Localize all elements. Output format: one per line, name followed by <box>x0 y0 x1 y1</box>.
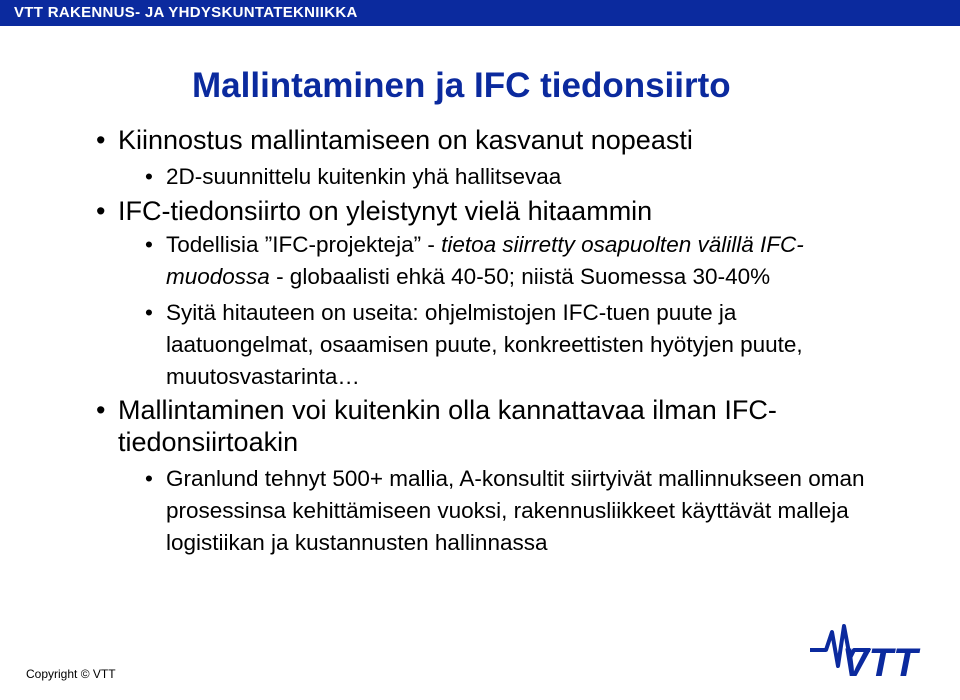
copyright-text: Copyright © VTT <box>26 667 116 681</box>
sub-bullet-2-1 <box>0 229 866 293</box>
vtt-wave-logo-icon <box>808 620 958 680</box>
sub-bullet-3-1: • Granlund tehnyt 500+ mallia, A-konsultit siirtyivät mallinnukseen oman prosessinsa kehittämiseen vuoksi, rakennusliikkeet käyttävät malleja logistiikan ja kustannusten hallinnassa <box>0 463 866 559</box>
slide-content <box>0 124 960 559</box>
sub-bullet-1-1: • 2D-suunnittelu kuitenkin yhä hallitsevaa <box>0 161 866 193</box>
bullet-3: • Mallintaminen voi kuitenkin olla kannattavaa ilman IFC-tiedonsiirtoakin <box>0 394 878 458</box>
logo-text: VTT <box>842 641 918 680</box>
header-bar-text: VTT RAKENNUS- JA YHDYSKUNTATEKNIIKKA <box>14 4 358 21</box>
sub-bullet-2-2: • Syitä hitauteen on useita: ohjelmistojen IFC-tuen puute ja laatuongelmat, osaamisen puute, konkreettisten hyötyjen puute, muutosvastarinta… <box>0 297 866 393</box>
slide-title: Mallintaminen ja IFC tiedonsiirto <box>192 66 731 105</box>
sub-bullet-2-1-italic: tietoa siirretty osapuolten välillä IFC-muodossa <box>166 232 804 289</box>
bullet-2: • IFC-tiedonsiirto on yleistynyt vielä hitaammin <box>0 195 960 227</box>
header-bar <box>0 0 960 26</box>
bullet-1: • Kiinnostus mallintamiseen on kasvanut nopeasti <box>0 124 960 156</box>
sub-bullet-2-1-part1: Todellisia ”IFC-projekteja” - <box>166 232 442 257</box>
sub-bullet-2-1-part3: - globaalisti ehkä 40-50; niistä Suomessa 30-40% <box>269 264 771 289</box>
